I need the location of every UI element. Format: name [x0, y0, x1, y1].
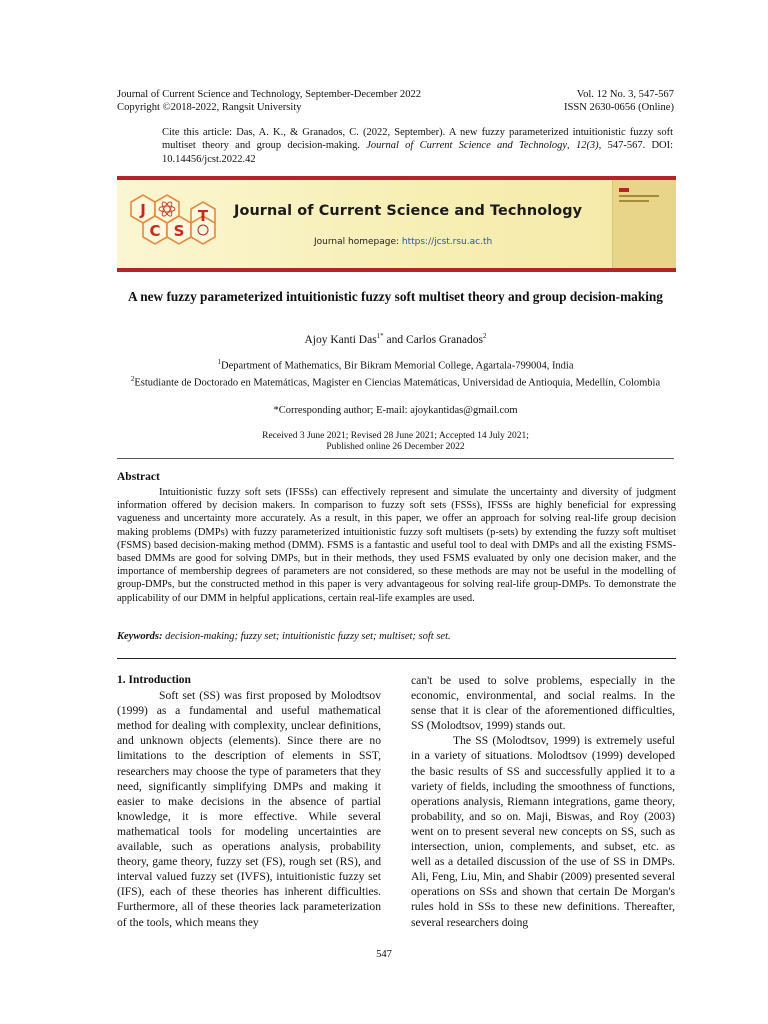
logo-letter-c: C: [149, 222, 161, 240]
abstract-divider: [117, 658, 676, 659]
published-date: Published online 26 December 2022: [326, 442, 465, 453]
intro-paragraph-1: Soft set (SS) was first proposed by Molodtsov (1999) as a fundamental and useful mathematical method for dealing with complexity, unclear definitions, and unknown objects (elements). Since there are no limitations to the description of elements in SST, researchers may choose the type of parameters that they need, significantly simplifying DMPs and making it easier to make decisions in the absence of partial knowledge, it is more effective. While several mathematical tools for modeling uncertainties are available, such as operations analysis, probability theory, game theory, fuzzy set (FS), rough set (RS), and interval valued fuzzy set (IVFS), intuitionistic fuzzy set (IFS), each of these theories has inherent difficulties. Furthermore, all of these theories lack parameterization of the tools, which means they: [117, 689, 381, 929]
keywords-line: [117, 631, 676, 642]
citation-journal: Journal of Current Science and Technology: [366, 140, 568, 152]
logo-letter-t: T: [197, 207, 209, 225]
column-left: [117, 673, 381, 930]
issn-line: ISSN 2630-0656 (Online): [563, 102, 674, 113]
logo-letter-s: S: [173, 222, 185, 240]
abstract-text: Intuitionistic fuzzy soft sets (IFSSs) can effectively represent and simulate the uncertainty and diversity of judgment information offered by decision makers. In comparison to fuzzy soft sets (FSSs), IFSSs are highly beneficial for expressing vagueness and uncertainty more accurately. As a result, in this paper, we offer an approach for solving real-life group decision making problems (DMPs) with fuzzy parameterized intuitionistic fuzzy soft multisets (p-sets) by extending the fuzzy soft multiset (FSMS) based decision-making method (DMM). FSMS is a fantastic and useful tool to deal with DMPs and all the existing FSMS-based DMMs are good for solving DMPs, but in their methods, they used FSMS evaluated by only one decision maker, and the importance of membership degrees of parameters are not considered, so these methods are may not be useful in the modelling of group-DMPs, but the constructed method in this paper is very advantageous for solving real-life group-DMPs. To demonstrate the applicability of our DMM in helpful applications, certain real-life examples are used.: [117, 487, 676, 604]
citation-block: [162, 126, 673, 166]
page-number: 547: [376, 949, 392, 960]
volume-line: Vol. 12 No. 3, 547-567: [576, 89, 674, 100]
journal-banner: [117, 176, 676, 272]
journal-cover-thumbnail: [612, 180, 676, 268]
banner-homepage: [314, 237, 492, 247]
intro-paragraph-1-cont: can't be used to solve problems, especially in the economic, environmental, and social realms. In the sense that it is clear of the aforementioned difficulties, SS (Molodtsov, 1999) stands out.: [411, 674, 675, 733]
affiliation-1: $^1$Department of Mathematics, Bir Bikram Memorial College, Agartala-799004, India: [217, 358, 574, 372]
homepage-link[interactable]: https://jcst.rsu.ac.th: [401, 237, 493, 247]
keywords-label: Keywords:: [117, 631, 163, 642]
logo-letter-j: J: [140, 201, 146, 219]
column-right: [411, 673, 675, 930]
received-dates: Received 3 June 2021; Revised 28 June 2021; Accepted 14 July 2021;: [262, 431, 529, 441]
running-header: [117, 88, 674, 114]
banner-bottom-bar: [117, 268, 676, 272]
article-dates: [117, 431, 674, 453]
affiliations: [117, 356, 674, 390]
affiliation-2: $^2$Estudiante de Doctorado en Matemáticas, Magister en Ciencias Matemáticas, Universidad de Antioquia, Medellín, Colombia: [130, 374, 661, 389]
keywords-text: decision-making; fuzzy set; intuitionistic fuzzy set; multiset; soft set.: [162, 631, 451, 642]
author-1-superscript: 1*: [376, 332, 384, 340]
copyright-line: Copyright ©2018-2022, Rangsit University: [117, 102, 302, 113]
homepage-label: Journal homepage:: [314, 237, 402, 247]
author-2: and Carlos Granados: [383, 333, 483, 346]
citation-mid: ,: [567, 140, 576, 152]
jcst-logo: [117, 188, 221, 260]
citation-suffix: 547-567. DOI: 10.14456/jcst.2022.42: [162, 140, 674, 165]
citation-prefix: Cite this article: Das, A. K., & Granados, C. (2022, September). A new fuzzy parameterized intuitionistic fuzzy soft multiset theory and group decision-making.: [162, 127, 673, 152]
journal-issue-line: Journal of Current Science and Technology, September-December 2022: [117, 89, 422, 100]
section-heading-introduction: 1. Introduction: [117, 674, 191, 686]
intro-paragraph-2: The SS (Molodtsov, 1999) is extremely useful in a variety of situations. Molodtsov (1999) developed the basic results of SS and successfully applied it to a variety of fields, including the smoothness of functions, operations analysis, Riemann integrations, game theory, probability, and so on. Maji, Biswas, and Roy (2003) went on to present several new concepts on SS, such as intersection, union, complements, and subset, etc. as well as a detailed discussion of the use of SS in DMPs. Ali, Feng, Liu, Min, and Shabir (2009) presented several operations on SSs and shown that certain De Morgan's rules hold in SSs to these new definitions. Thereafter, several researchers doing: [411, 734, 675, 929]
header-divider: [117, 458, 674, 459]
banner-journal-name: Journal of Current Science and Technology: [234, 203, 583, 219]
citation-volume: 12(3),: [575, 140, 602, 152]
abstract-heading: Abstract: [117, 471, 160, 483]
corresponding-author: *Corresponding author; E-mail: ajoykantidas@gmail.com: [273, 405, 518, 416]
author-2-superscript: 2: [483, 332, 487, 340]
author-1: Ajoy Kanti Das: [304, 333, 377, 346]
paper-title: A new fuzzy parameterized intuitionistic fuzzy soft multiset theory and group decision-making: [128, 289, 663, 304]
author-line: [117, 332, 674, 346]
